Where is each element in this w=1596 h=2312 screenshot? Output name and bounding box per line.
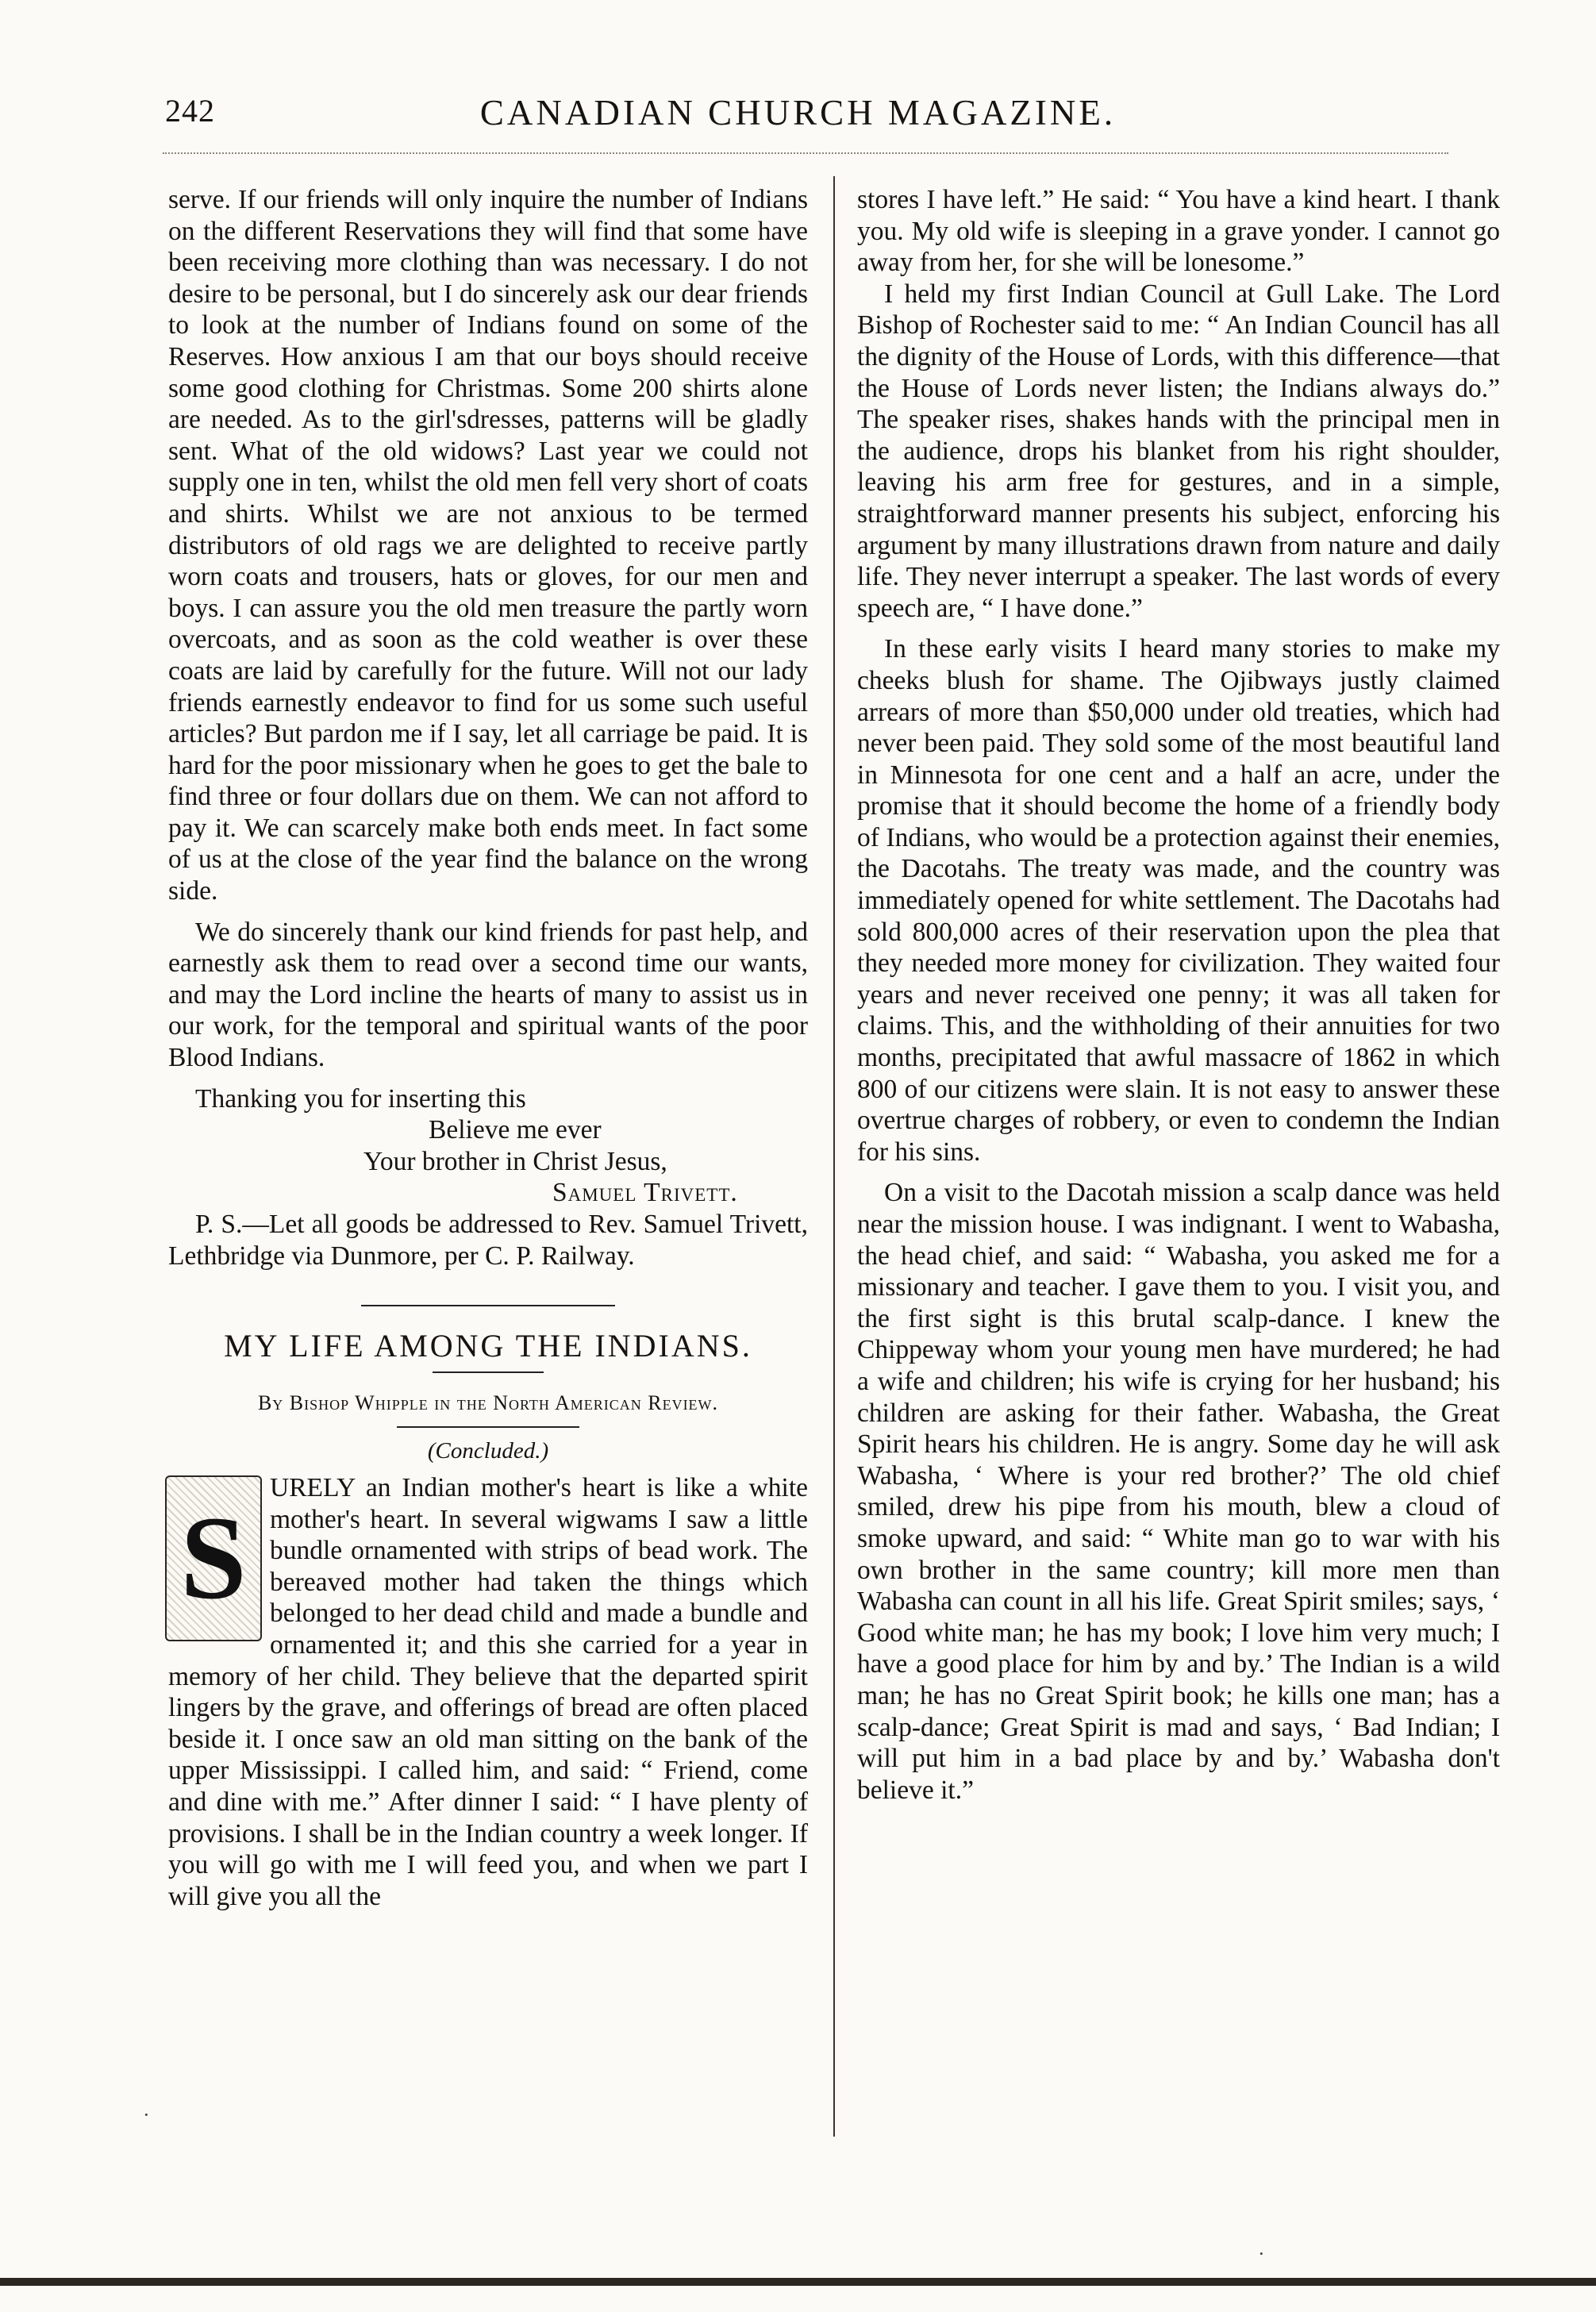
page-number: 242 — [165, 93, 215, 129]
signoff-line-1: Thanking you for inserting this — [195, 1083, 526, 1114]
signoff-line-3: Your brother in Christ Jesus, — [363, 1146, 667, 1176]
page-header — [0, 92, 1596, 140]
article-title: MY LIFE AMONG THE INDIANS. — [224, 1328, 752, 1364]
margin-mark: · — [1258, 2242, 1265, 2265]
drop-cap-letter: S — [165, 1475, 262, 1641]
article-paragraph-1 — [168, 1472, 808, 1912]
signoff-signature: Samuel Trivett. — [552, 1178, 738, 1208]
magazine-title: CANADIAN CHURCH MAGAZINE. — [479, 93, 1117, 133]
title-rule — [433, 1371, 544, 1373]
signoff-line-2: Believe me ever — [429, 1115, 602, 1145]
right-column — [857, 184, 1500, 1806]
margin-mark: · — [143, 2103, 150, 2126]
right-paragraph-3: In these early visits I heard many stories to make my cheeks blush for shame. The Ojibways justly claimed arrears of more than $50,000 under old treaties, which had never been paid. They sold some of the most beautiful land in Minnesota for one cent and a half an acre, under the promise that it should become the home of a friendly body of Indians, who would be a protection against their enemies, the Dacotahs. The treaty was made, and the country was immediately opened for white settlement. The Dacotahs had sold 800,000 acres of their reservation upon the plea that they needed more money for civilization. They waited four years and never received one penny; it was all taken for claims. This, and the withholding of their annuities for two months, precipitated that awful massacre of 1862 in which 800 of our citizens were slain. It is not easy to answer these overtrue charges of robbery, or even to condemn the Indian for his sins. — [857, 634, 1500, 1167]
right-paragraph-1: stores I have left.” He said: “ You have a kind heart. I thank you. My old wife is sleeping in a grave yonder. I cannot go away from her, for she will be lonesome.” — [857, 185, 1500, 278]
letter-paragraph-1: serve. If our friends will only inquire the number of Indians on the different Reservations they will find that some have been receiving more clothing than was necessary. I do not desire to be personal, but I do sincerely ask our dear friends to look at the number of Indians found on some of the Reserves. How anxious I am that our boys should receive some good clothing for Christmas. Some 200 shirts alone are needed. As to the girl'sdresses, patterns will be gladly sent. What of the old widows? Last year we could not supply one in ten, whilst the old men fell very short of coats and shirts. Whilst we are not anxious to be termed distributors of old rags we are delighted to receive partly worn coats and trousers, hats or gloves, for our men and boys. I can assure you the old men treasure the partly worn overcoats, and as soon as the cold weather is over these coats are laid by carefully for the future. Will not our lady friends earnestly endeavor to find for us some such useful articles? But pardon me if I say, let all carriage be paid. It is hard for the poor missionary when he goes to get the bale to find three or four dollars due on them. We can not afford to pay it. We can scarcely make both ends meet. In fact some of us at the close of the year find the balance on the wrong side. — [168, 185, 808, 906]
left-column — [168, 184, 808, 1912]
bottom-rule — [0, 2278, 1596, 2286]
byline-rule — [397, 1426, 579, 1428]
column-divider — [833, 176, 835, 2137]
article-paragraph-1-text: URELY an Indian mother's heart is like a white mother's heart. In several wigwams I saw a little bundle ornamented with strips of bead work. The bereaved mother had taken the things which belonged to her dead child and made a bundle and ornamented it; and this she carried for a year in memory of her child. They believe that the departed spirit lingers by the grave, and offerings of bread are often placed beside it. I once saw an old man sitting on the bank of the upper Mississippi. I called him, and said: “ Friend, come and dine with me.” After dinner I said: “ I have plenty of provisions. I shall be in the Indian country a week longer. If you will go with me I will feed you, and when we part I will give you all the — [168, 1472, 808, 1911]
section-divider — [361, 1305, 615, 1306]
postscript: P. S.—Let all goods be addressed to Rev. Samuel Trivett, Lethbridge via Dunmore, per C. P. Railway. — [168, 1210, 808, 1271]
article-byline: By Bishop Whipple in the North American Review. — [257, 1391, 719, 1414]
right-paragraph-4: On a visit to the Dacotah mission a scalp dance was held near the mission house. I was indignant. I went to Wabasha, the head chief, and said: “ Wabasha, you asked me for a missionary and teacher. I gave them to you. I visit you, and the first sight is this brutal scalp-dance. I knew the Chippeway whom your young men have murdered; he had a wife and children; his wife is crying for her husband; his children are asking for their father. Wabasha, the Great Spirit hears his children. He is angry. Some day he will ask Wabasha, ‘ Where is your red brother?’ The old chief smiled, drew his pipe from his mouth, blew a cloud of smoke upward, and said: “ White man go to war with his own brother in the same country; kill more men than Wabasha can count in all his life. Great Spirit smiles; says, ‘ Good white man; he has my book; I love him very much; I have a good place for him by and by.’ The Indian is a wild man; he has no Great Spirit book; he kills one man; has a scalp-dance; Great Spirit is mad and says, ‘ Bad Indian; I will put him in a bad place by and by.’ Wabasha don't believe it.” — [857, 1178, 1500, 1805]
right-paragraph-2: I held my first Indian Council at Gull Lake. The Lord Bishop of Rochester said to me: “ An Indian Council has all the dignity of the House of Lords, with this difference—that the House of Lords never listen; the Indians always do.” The speaker rises, shakes hands with the principal men in the audience, drops his blanket from his right shoulder, leaving his arm free for gestures, and in a simple, straightforward manner presents his subject, enforcing his argument by many illustrations drawn from nature and daily life. They never interrupt a speaker. The last words of every speech are, “ I have done.” — [857, 279, 1500, 623]
letter-paragraph-2: We do sincerely thank our kind friends for past help, and earnestly ask them to read over a second time our wants, and may the Lord incline the hearts of many to assist us in our work, for the temporal and spiritual wants of the poor Blood Indians. — [168, 917, 808, 1073]
concluded-note: (Concluded.) — [427, 1438, 549, 1464]
letter-signoff — [168, 1083, 808, 1209]
header-rule — [163, 152, 1448, 154]
